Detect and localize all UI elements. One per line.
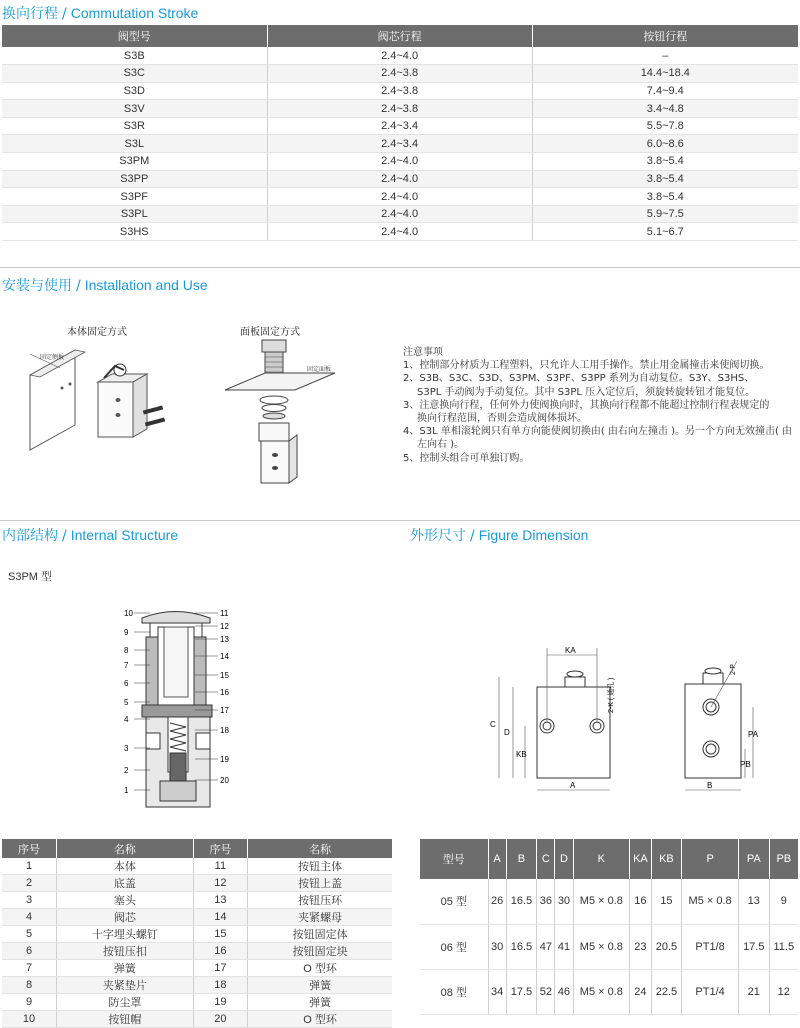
table-cell: 46 bbox=[555, 969, 573, 1014]
stroke-table-body bbox=[2, 47, 798, 241]
table-header-cell: KB bbox=[651, 839, 682, 879]
table-cell: 34 bbox=[488, 969, 506, 1014]
table-cell: M5 × 0.8 bbox=[573, 969, 630, 1014]
table-cell: 15 bbox=[193, 926, 248, 943]
callout-16: 16 bbox=[220, 688, 229, 697]
table-row bbox=[2, 875, 392, 892]
table-row bbox=[2, 135, 798, 153]
table-cell: 15 bbox=[651, 879, 682, 924]
table-cell: 弹簧 bbox=[248, 994, 392, 1011]
table-row bbox=[2, 188, 798, 206]
table-row bbox=[2, 100, 798, 118]
panel-mount-caption: 面板固定方式 bbox=[240, 327, 300, 338]
dim-label-c: C bbox=[490, 720, 496, 729]
table-header-cell: C bbox=[537, 839, 555, 879]
callout-1: 1 bbox=[124, 786, 129, 795]
table-cell: 14.4~18.4 bbox=[532, 65, 798, 83]
table-cell: – bbox=[532, 47, 798, 65]
table-row bbox=[2, 82, 798, 100]
table-row bbox=[2, 858, 392, 875]
table-cell: 弹簧 bbox=[57, 960, 194, 977]
table-cell: S3C bbox=[2, 65, 267, 83]
header-valve-model: 阀型号 bbox=[2, 25, 267, 47]
table-cell: 23 bbox=[630, 924, 651, 969]
table-row bbox=[2, 943, 392, 960]
table-header-cell: K bbox=[573, 839, 630, 879]
note-line: 5、控制头组合可单独订购。 bbox=[403, 452, 530, 464]
table-cell: 08 型 bbox=[420, 969, 488, 1014]
dim-label-2k: 2-K ( 通孔 ) bbox=[608, 677, 615, 713]
table-cell: 8 bbox=[2, 977, 57, 994]
table-header-cell: P bbox=[682, 839, 739, 879]
table-row bbox=[2, 170, 798, 188]
table-cell: 41 bbox=[555, 924, 573, 969]
body-plate-label: 固定侧板 bbox=[40, 355, 65, 361]
title-separator: / bbox=[470, 528, 475, 544]
table-row bbox=[2, 960, 392, 977]
callout-12: 12 bbox=[220, 622, 229, 631]
table-cell: 按钮主体 bbox=[248, 858, 392, 875]
table-cell: 6.0~8.6 bbox=[532, 135, 798, 153]
parts-table bbox=[2, 839, 392, 1028]
table-header-cell: B bbox=[506, 839, 537, 879]
note-line: 4、S3L 单相滚轮阀只有单方向能使阀切换由( 由右向左撞击 )。另一个方向无效撞击( 由 bbox=[403, 426, 793, 438]
note-line: 1、控制部分材质为工程塑料，只允许人工用手操作。禁止用金属撞击来使阀切换。 bbox=[403, 360, 770, 372]
dimension-table-header bbox=[420, 839, 798, 879]
table-cell: 18 bbox=[193, 977, 248, 994]
table-row bbox=[2, 1011, 392, 1028]
table-row bbox=[2, 994, 392, 1011]
table-cell: S3PL bbox=[2, 205, 267, 223]
table-cell: 47 bbox=[537, 924, 555, 969]
callout-13: 13 bbox=[220, 635, 229, 644]
table-cell: 1 bbox=[2, 858, 57, 875]
table-cell: 17 bbox=[193, 960, 248, 977]
table-row bbox=[2, 223, 798, 241]
table-row bbox=[2, 117, 798, 135]
notes-title: 注意事项 bbox=[403, 347, 443, 358]
table-cell: 16 bbox=[630, 879, 651, 924]
table-cell: M5 × 0.8 bbox=[573, 879, 630, 924]
title-separator: / bbox=[76, 278, 81, 294]
callout-15: 15 bbox=[220, 671, 229, 680]
table-row bbox=[2, 65, 798, 83]
dim-label-ka: KA bbox=[565, 646, 576, 655]
section-title-en: Figure Dimension bbox=[478, 527, 589, 543]
table-cell: 5.5~7.8 bbox=[532, 117, 798, 135]
table-cell: 5 bbox=[2, 926, 57, 943]
table-cell: 5.9~7.5 bbox=[532, 205, 798, 223]
table-cell: 52 bbox=[537, 969, 555, 1014]
section-title-en: Internal Structure bbox=[70, 527, 179, 543]
table-cell: 4 bbox=[2, 909, 57, 926]
structure-callouts bbox=[100, 605, 330, 805]
table-cell: 2.4~4.0 bbox=[267, 47, 532, 65]
table-row bbox=[2, 926, 392, 943]
table-cell: 按钮上盖 bbox=[248, 875, 392, 892]
model-label: S3PM 型 bbox=[8, 571, 53, 583]
table-cell: 2.4~4.0 bbox=[267, 153, 532, 171]
table-cell: 13 bbox=[193, 892, 248, 909]
table-cell: 9 bbox=[769, 879, 798, 924]
note-line: 2、S3B、S3C、S3D、S3PM、S3PF、S3PP 系列为自动复位。S3Y、S3HS、 bbox=[403, 373, 755, 385]
note-line: 左向右 )。 bbox=[417, 439, 465, 451]
stroke-table-header bbox=[2, 25, 798, 47]
table-cell: 2.4~4.0 bbox=[267, 205, 532, 223]
note-line: 3、注意换向行程，任何外力使阀换向时，其换向行程都不能超过控制行程表规定的 bbox=[403, 399, 770, 411]
table-cell: 6 bbox=[2, 943, 57, 960]
notes-block bbox=[403, 346, 793, 465]
section-title-commutation-stroke bbox=[2, 3, 198, 23]
section-title-en: Installation and Use bbox=[84, 277, 208, 293]
table-cell: 30 bbox=[555, 879, 573, 924]
table-cell: 17.5 bbox=[738, 924, 769, 969]
table-cell: M5 × 0.8 bbox=[573, 924, 630, 969]
table-cell: 按钮帽 bbox=[57, 1011, 194, 1028]
callout-10: 10 bbox=[124, 609, 133, 618]
table-cell: 3 bbox=[2, 892, 57, 909]
table-cell: 11.5 bbox=[769, 924, 798, 969]
table-cell: 2.4~3.4 bbox=[267, 135, 532, 153]
table-row bbox=[2, 153, 798, 171]
header-button-stroke: 按钮行程 bbox=[532, 25, 798, 47]
table-cell: 20.5 bbox=[651, 924, 682, 969]
table-cell: 2.4~3.8 bbox=[267, 65, 532, 83]
table-cell: 弹簧 bbox=[248, 977, 392, 994]
section-title-cn: 安装与使用 bbox=[2, 278, 72, 294]
callout-2: 2 bbox=[124, 766, 129, 775]
panel-mount-illustration bbox=[225, 335, 365, 485]
table-header-cell: 型号 bbox=[420, 839, 488, 879]
table-cell: 十字埋头螺钉 bbox=[57, 926, 194, 943]
table-cell: 06 型 bbox=[420, 924, 488, 969]
dim-label-a: A bbox=[570, 781, 576, 790]
panel-plate-label: 固定面板 bbox=[307, 367, 332, 373]
callout-11: 11 bbox=[220, 609, 229, 618]
divider bbox=[0, 520, 800, 521]
parts-table-header bbox=[2, 839, 392, 858]
table-row bbox=[2, 909, 392, 926]
table-cell: 5.1~6.7 bbox=[532, 223, 798, 241]
dim-label-2p: 2-P bbox=[730, 664, 737, 675]
callout-19: 19 bbox=[220, 755, 229, 764]
title-separator: / bbox=[62, 6, 67, 22]
header-name: 名称 bbox=[57, 839, 194, 858]
header-name: 名称 bbox=[248, 839, 392, 858]
section-title-cn: 换向行程 bbox=[2, 6, 58, 22]
table-cell: 7.4~9.4 bbox=[532, 82, 798, 100]
table-cell: 11 bbox=[193, 858, 248, 875]
table-cell: 2.4~4.0 bbox=[267, 223, 532, 241]
callout-3: 3 bbox=[124, 744, 129, 753]
table-row bbox=[2, 977, 392, 994]
table-cell: 16 bbox=[193, 943, 248, 960]
table-cell: 14 bbox=[193, 909, 248, 926]
table-row bbox=[420, 879, 798, 924]
callout-6: 6 bbox=[124, 679, 129, 688]
parts-table-body bbox=[2, 858, 392, 1028]
section-title-installation bbox=[2, 275, 208, 295]
table-cell: 30 bbox=[488, 924, 506, 969]
table-cell: 防尘罩 bbox=[57, 994, 194, 1011]
table-header-cell: A bbox=[488, 839, 506, 879]
callout-17: 17 bbox=[220, 706, 229, 715]
table-cell: 夹紧螺母 bbox=[248, 909, 392, 926]
dim-label-kb: KB bbox=[516, 750, 527, 759]
table-header-cell: PB bbox=[769, 839, 798, 879]
table-cell: S3PF bbox=[2, 188, 267, 206]
table-cell: 2.4~4.0 bbox=[267, 170, 532, 188]
table-cell: 阀芯 bbox=[57, 909, 194, 926]
dimension-table-body bbox=[420, 879, 798, 1014]
callout-20: 20 bbox=[220, 776, 229, 785]
table-cell: 9 bbox=[2, 994, 57, 1011]
side-view-dimension-drawing bbox=[675, 645, 785, 795]
table-cell: 22.5 bbox=[651, 969, 682, 1014]
table-cell: M5 × 0.8 bbox=[682, 879, 739, 924]
dim-label-pa: PA bbox=[748, 730, 759, 739]
section-title-cn: 外形尺寸 bbox=[410, 528, 466, 544]
section-title-figure-dimension bbox=[410, 525, 588, 545]
table-cell: 按钮压扣 bbox=[57, 943, 194, 960]
section-title-internal-structure bbox=[2, 525, 178, 545]
table-cell: 3.8~5.4 bbox=[532, 170, 798, 188]
table-cell: 12 bbox=[193, 875, 248, 892]
table-cell: 按钮固定块 bbox=[248, 943, 392, 960]
table-cell: S3L bbox=[2, 135, 267, 153]
table-cell: 17.5 bbox=[506, 969, 537, 1014]
table-cell: PT1/4 bbox=[682, 969, 739, 1014]
table-header-cell: D bbox=[555, 839, 573, 879]
table-cell: S3HS bbox=[2, 223, 267, 241]
dim-label-d: D bbox=[504, 728, 510, 737]
body-mount-illustration bbox=[20, 340, 200, 460]
table-cell: 21 bbox=[738, 969, 769, 1014]
note-line: S3PL 手动阀为手动复位。其中 S3PL 压入定位后，须旋转旋转钮才能复位。 bbox=[417, 386, 756, 398]
section-title-en: Commutation Stroke bbox=[70, 5, 199, 21]
table-cell: 本体 bbox=[57, 858, 194, 875]
table-cell: S3PP bbox=[2, 170, 267, 188]
table-cell: 按钮固定体 bbox=[248, 926, 392, 943]
table-cell: 2.4~3.4 bbox=[267, 117, 532, 135]
dim-label-b: B bbox=[707, 781, 713, 790]
callout-9: 9 bbox=[124, 628, 129, 637]
title-separator: / bbox=[62, 528, 67, 544]
table-cell: S3D bbox=[2, 82, 267, 100]
callout-8: 8 bbox=[124, 646, 129, 655]
callout-7: 7 bbox=[124, 661, 129, 670]
table-cell: 20 bbox=[193, 1011, 248, 1028]
table-cell: 19 bbox=[193, 994, 248, 1011]
front-view-dimension-drawing bbox=[485, 645, 635, 795]
table-cell: 塞头 bbox=[57, 892, 194, 909]
table-cell: 12 bbox=[769, 969, 798, 1014]
table-cell: S3R bbox=[2, 117, 267, 135]
table-cell: 夹紧垫片 bbox=[57, 977, 194, 994]
table-cell: 10 bbox=[2, 1011, 57, 1028]
table-cell: S3B bbox=[2, 47, 267, 65]
callout-18: 18 bbox=[220, 726, 229, 735]
divider bbox=[0, 267, 800, 268]
table-header-cell: KA bbox=[630, 839, 651, 879]
header-spool-stroke: 阀芯行程 bbox=[267, 25, 532, 47]
table-cell: 3.8~5.4 bbox=[532, 188, 798, 206]
table-cell: 36 bbox=[537, 879, 555, 924]
table-row bbox=[2, 205, 798, 223]
dim-label-pb: PB bbox=[740, 760, 751, 769]
callout-4: 4 bbox=[124, 715, 129, 724]
table-cell: 2.4~3.8 bbox=[267, 100, 532, 118]
note-line: 换向行程范围，否则会造成阀体损坏。 bbox=[417, 413, 587, 425]
callout-5: 5 bbox=[124, 698, 129, 707]
table-cell: S3PM bbox=[2, 153, 267, 171]
header-no: 序号 bbox=[193, 839, 248, 858]
table-row bbox=[2, 892, 392, 909]
table-cell: S3V bbox=[2, 100, 267, 118]
table-cell: 底盖 bbox=[57, 875, 194, 892]
table-cell: 7 bbox=[2, 960, 57, 977]
table-cell: O 型环 bbox=[248, 1011, 392, 1028]
table-cell: 3.4~4.8 bbox=[532, 100, 798, 118]
table-cell: 2.4~3.8 bbox=[267, 82, 532, 100]
callout-14: 14 bbox=[220, 652, 229, 661]
table-row bbox=[420, 924, 798, 969]
table-cell: 2 bbox=[2, 875, 57, 892]
body-mount-caption: 本体固定方式 bbox=[67, 327, 127, 338]
section-title-cn: 内部结构 bbox=[2, 528, 58, 544]
table-cell: 按钮压环 bbox=[248, 892, 392, 909]
table-cell: 2.4~4.0 bbox=[267, 188, 532, 206]
table-cell: PT1/8 bbox=[682, 924, 739, 969]
table-cell: 13 bbox=[738, 879, 769, 924]
table-header-cell: PA bbox=[738, 839, 769, 879]
dimension-table bbox=[420, 839, 798, 1015]
header-no: 序号 bbox=[2, 839, 57, 858]
table-row bbox=[2, 47, 798, 65]
table-cell: 24 bbox=[630, 969, 651, 1014]
table-cell: 3.8~5.4 bbox=[532, 153, 798, 171]
table-cell: 16.5 bbox=[506, 879, 537, 924]
table-row bbox=[420, 969, 798, 1014]
stroke-table bbox=[2, 25, 798, 241]
table-cell: 26 bbox=[488, 879, 506, 924]
table-cell: 16.5 bbox=[506, 924, 537, 969]
table-cell: 05 型 bbox=[420, 879, 488, 924]
table-cell: O 型环 bbox=[248, 960, 392, 977]
